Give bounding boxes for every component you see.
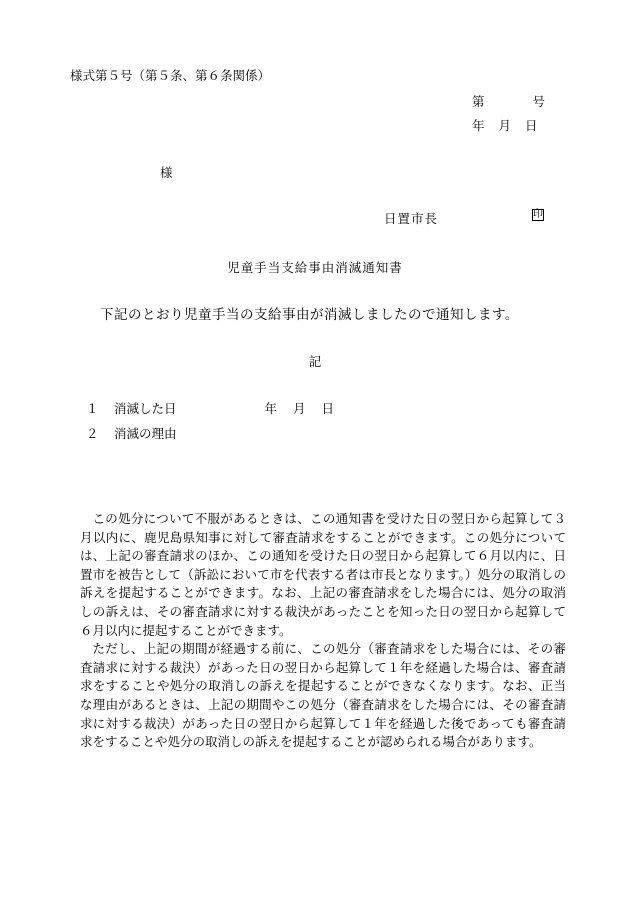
- extinction-date-month: 月: [293, 401, 306, 416]
- issue-date: [472, 116, 538, 134]
- item-label: 消滅の理由: [114, 426, 177, 441]
- extinction-date-year: 年: [264, 401, 278, 416]
- issue-date-day: 日: [525, 118, 538, 133]
- extinction-date-day: 日: [321, 401, 335, 416]
- form-number: 様式第５号（第５条、第６条関係）: [70, 68, 271, 83]
- appeal-notice: [80, 510, 566, 752]
- item-extinction-date: [86, 399, 350, 417]
- document-number-go: 号: [532, 94, 546, 109]
- item-extinction-reason: [86, 424, 177, 442]
- addressee-suffix: 様: [160, 165, 173, 180]
- ki-heading: 記: [308, 354, 322, 369]
- notice-sentence: 下記のとおり児童手当の支給事由が消滅しましたので通知します。: [100, 307, 519, 323]
- issuer: 日置市長: [384, 211, 439, 226]
- issue-date-year: 年: [472, 118, 485, 133]
- document-number-dai: 第: [472, 94, 485, 109]
- issue-date-month: 月: [498, 118, 512, 133]
- item-label: 消滅した日: [114, 401, 177, 416]
- appeal-paragraph: ただし、上記の期間が経過する前に、この処分（審査請求をした場合には、その審査請求に対する裁決）があった日の翌日から起算して１年を経過した場合は、審査請求をすることや処分の取消しの訴えを提起することができなくなります。なお、正当な理由があるときは、上記の期間やこの処分（審査請求をした場合には、その審査請求に対する裁決）があった日の翌日から起算して１年を経過した後であっても審査請求をすることや処分の取消しの訴えを提起することが認められる場合があります。: [80, 641, 566, 750]
- extinction-date-fields: [265, 399, 351, 417]
- document-title: 児童手当支給事由消滅通知書: [227, 260, 403, 275]
- item-number: １: [86, 401, 99, 416]
- appeal-paragraph: この処分について不服があるときは、この通知書を受けた日の翌日から起算して３月以内に、鹿児島県知事に対して審査請求をすることができます。この処分については、上記の審査請求のほか、この通知を受けた日の翌日から起算して６月以内に、日置市を被告として（訴訟において市を代表する者は市長となります。）処分の取消しの訴えを提起することができます。なお、上記の審査請求をした場合には、処分の取消しの訴えは、その審査請求に対する裁決があったことを知った日の翌日から起算して６月以内に提起することができます。: [80, 511, 566, 638]
- seal-mark: 印: [533, 209, 543, 220]
- document-number: [472, 92, 545, 110]
- item-number: ２: [86, 426, 99, 441]
